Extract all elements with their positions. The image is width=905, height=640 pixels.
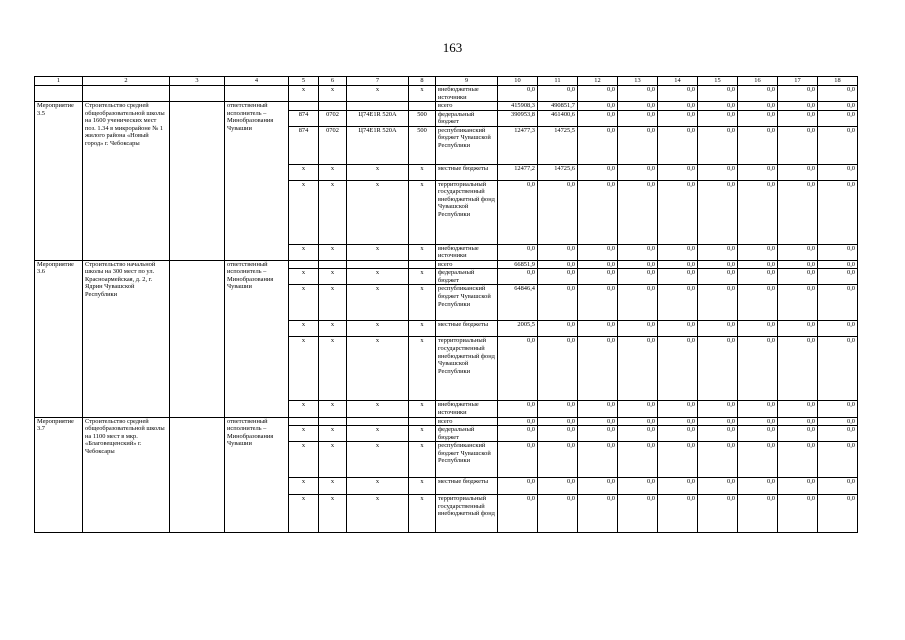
funding-source: внебюджетные источники [436,401,498,417]
amount-value: 0,0 [618,126,658,164]
amount-value: 0,0 [818,417,858,426]
amount-value: 0,0 [658,321,698,337]
executor: ответственный исполнитель – Минобразования Чувашии [225,260,289,417]
amount-value: 0,0 [698,442,738,478]
budget-code [347,260,409,269]
amount-value: 0,0 [578,86,618,102]
amount-value: 0,0 [578,478,618,495]
budget-code: Ц74Е1R 520А [347,110,409,126]
budget-code: x [409,478,436,495]
amount-value: 0,0 [578,260,618,269]
amount-value: 0,0 [698,86,738,102]
amount-value: 0,0 [818,86,858,102]
amount-value: 14725,6 [538,164,578,180]
amount-value: 0,0 [818,401,858,417]
funding-source: местные бюджеты [436,478,498,495]
budget-code: x [289,478,319,495]
amount-value: 0,0 [738,164,778,180]
amount-value: 461400,6 [538,110,578,126]
amount-value: 0,0 [578,495,618,533]
amount-value: 0,0 [738,401,778,417]
amount-value: 0,0 [618,260,658,269]
amount-value: 0,0 [738,285,778,321]
amount-value: 0,0 [698,417,738,426]
budget-code: x [289,244,319,260]
amount-value: 0,0 [818,126,858,164]
executor: ответственный исполнитель – Минобразования Чувашии [225,102,289,261]
budget-code [319,260,347,269]
budget-code: x [347,426,409,442]
funding-source: республиканский бюджет Чувашской Республики [436,126,498,164]
empty-cell [170,102,225,261]
budget-code: x [319,401,347,417]
empty-cell [35,86,83,102]
amount-value: 0,0 [818,260,858,269]
amount-value: 0,0 [698,478,738,495]
amount-value: 0,0 [578,337,618,401]
funding-source: республиканский бюджет Чувашской Республики [436,285,498,321]
budget-code [319,417,347,426]
amount-value: 0,0 [778,126,818,164]
budget-code [289,102,319,111]
table-body [35,77,858,533]
budget-code: x [409,337,436,401]
budget-code: 500 [409,126,436,164]
amount-value: 0,0 [498,401,538,417]
budget-code: x [409,426,436,442]
column-number: 3 [170,77,225,86]
amount-value: 0,0 [618,417,658,426]
budget-code: x [347,478,409,495]
budget-code: x [409,180,436,244]
budget-code: x [319,164,347,180]
amount-value: 0,0 [778,285,818,321]
budget-code [409,260,436,269]
column-number: 16 [738,77,778,86]
measure-name: Мероприятие 3.7 [35,417,83,533]
amount-value: 0,0 [578,442,618,478]
amount-value: 0,0 [658,180,698,244]
funding-source: федеральный бюджет [436,269,498,285]
amount-value: 0,0 [578,180,618,244]
amount-value: 0,0 [738,417,778,426]
budget-code: x [289,269,319,285]
column-number: 1 [35,77,83,86]
funding-source: территориальный государственный внебюджетный фонд Чувашской Республики [436,180,498,244]
budget-code: Ц74Е1R 520А [347,126,409,164]
amount-value: 0,0 [778,417,818,426]
amount-value: 0,0 [498,478,538,495]
budget-code: x [409,86,436,102]
budget-code: x [289,426,319,442]
amount-value: 0,0 [818,164,858,180]
amount-value: 0,0 [618,337,658,401]
amount-value: 0,0 [698,426,738,442]
budget-code: x [409,244,436,260]
amount-value: 0,0 [818,180,858,244]
amount-value: 0,0 [578,110,618,126]
column-number: 9 [436,77,498,86]
column-number: 8 [409,77,436,86]
funding-source: республиканский бюджет Чувашской Республики [436,442,498,478]
amount-value: 0,0 [658,126,698,164]
amount-value: 0,0 [658,102,698,111]
budget-code: x [319,285,347,321]
amount-value: 0,0 [738,244,778,260]
amount-value: 0,0 [538,478,578,495]
amount-value: 0,0 [778,260,818,269]
budget-code [347,417,409,426]
amount-value: 0,0 [738,110,778,126]
amount-value: 0,0 [538,321,578,337]
amount-value: 0,0 [818,321,858,337]
measure-name: Мероприятие 3.6 [35,260,83,417]
budget-code: x [347,495,409,533]
amount-value: 0,0 [538,86,578,102]
amount-value: 0,0 [538,260,578,269]
budget-code: x [347,321,409,337]
budget-code: x [319,269,347,285]
amount-value: 0,0 [738,495,778,533]
amount-value: 0,0 [778,102,818,111]
amount-value: 0,0 [818,269,858,285]
amount-value: 0,0 [618,478,658,495]
page-number: 163 [442,40,463,55]
budget-code: x [289,337,319,401]
amount-value: 0,0 [578,417,618,426]
amount-value: 0,0 [578,426,618,442]
amount-value: 0,0 [618,110,658,126]
budget-code: x [347,401,409,417]
amount-value: 0,0 [778,478,818,495]
amount-value: 0,0 [618,426,658,442]
amount-value: 0,0 [698,164,738,180]
amount-value: 390953,8 [498,110,538,126]
budget-code: x [347,337,409,401]
amount-value: 0,0 [698,126,738,164]
column-number: 11 [538,77,578,86]
amount-value: 0,0 [498,86,538,102]
budget-code: x [289,442,319,478]
amount-value: 0,0 [738,86,778,102]
amount-value: 0,0 [818,285,858,321]
amount-value: 0,0 [818,244,858,260]
table-row [35,417,858,426]
budget-code: x [319,180,347,244]
amount-value: 0,0 [698,269,738,285]
amount-value: 0,0 [738,478,778,495]
budget-code: x [347,164,409,180]
budget-code: x [409,401,436,417]
amount-value: 0,0 [498,426,538,442]
budget-code [347,102,409,111]
funding-source: федеральный бюджет [436,426,498,442]
amount-value: 0,0 [538,180,578,244]
amount-value: 0,0 [578,164,618,180]
measure-description: Строительство начальной школы на 300 мест по ул. Красноармейская, д. 2, г. Ядрин Чувашской Республики [83,260,170,417]
budget-code: x [289,164,319,180]
amount-value: 12477,3 [498,126,538,164]
amount-value: 0,0 [538,442,578,478]
amount-value: 0,0 [698,321,738,337]
column-number: 10 [498,77,538,86]
budget-code: x [289,401,319,417]
amount-value: 12477,2 [498,164,538,180]
amount-value: 0,0 [658,426,698,442]
amount-value: 0,0 [538,401,578,417]
budget-code: 0702 [319,110,347,126]
amount-value: 0,0 [498,244,538,260]
amount-value: 0,0 [538,269,578,285]
amount-value: 0,0 [778,164,818,180]
budget-code: x [289,180,319,244]
budget-code: x [347,244,409,260]
amount-value: 0,0 [738,426,778,442]
amount-value: 64846,4 [498,285,538,321]
amount-value: 0,0 [738,442,778,478]
amount-value: 0,0 [658,260,698,269]
budget-code: x [319,86,347,102]
budget-code: 874 [289,110,319,126]
amount-value: 0,0 [658,401,698,417]
funding-source: внебюджетные источники [436,86,498,102]
amount-value: 0,0 [818,442,858,478]
amount-value: 0,0 [658,86,698,102]
amount-value: 0,0 [578,244,618,260]
amount-value: 0,0 [498,495,538,533]
amount-value: 0,0 [778,110,818,126]
amount-value: 0,0 [498,180,538,244]
funding-source: местные бюджеты [436,164,498,180]
amount-value: 66851,9 [498,260,538,269]
amount-value: 0,0 [498,417,538,426]
amount-value: 0,0 [618,269,658,285]
funding-source: всего [436,102,498,111]
column-number: 14 [658,77,698,86]
amount-value: 0,0 [578,269,618,285]
budget-code: x [347,285,409,321]
budget-code: x [319,426,347,442]
amount-value: 0,0 [698,401,738,417]
column-number: 5 [289,77,319,86]
amount-value: 0,0 [498,337,538,401]
amount-value: 0,0 [818,110,858,126]
funding-source: федеральный бюджет [436,110,498,126]
table-row [35,260,858,269]
amount-value: 0,0 [618,495,658,533]
amount-value: 0,0 [698,285,738,321]
budget-code: x [319,244,347,260]
amount-value: 0,0 [578,102,618,111]
amount-value: 0,0 [658,337,698,401]
amount-value: 0,0 [498,269,538,285]
amount-value: 0,0 [778,269,818,285]
amount-value: 0,0 [538,337,578,401]
budget-code: x [409,321,436,337]
amount-value: 0,0 [578,126,618,164]
funding-source: всего [436,260,498,269]
amount-value: 0,0 [658,269,698,285]
budget-code [409,417,436,426]
budget-code [409,102,436,111]
empty-cell [170,417,225,533]
measure-name: Мероприятие 3.5 [35,102,83,261]
budget-code: x [409,442,436,478]
amount-value: 0,0 [698,260,738,269]
amount-value: 0,0 [578,321,618,337]
amount-value: 0,0 [698,110,738,126]
amount-value: 0,0 [818,337,858,401]
measure-description: Строительство средней общеобразовательной школы на 1100 мест в мкр. «Благовещенский» г. Чебоксары [83,417,170,533]
column-number: 13 [618,77,658,86]
amount-value: 0,0 [618,442,658,478]
funding-source: территориальный государственный внебюджетный фонд [436,495,498,533]
amount-value: 0,0 [738,260,778,269]
funding-source: территориальный государственный внебюджетный фонд Чувашской Республики [436,337,498,401]
amount-value: 0,0 [618,244,658,260]
budget-code: x [347,269,409,285]
amount-value: 0,0 [818,426,858,442]
budget-code: 500 [409,110,436,126]
program-table [34,76,858,533]
amount-value: 0,0 [578,401,618,417]
column-number: 15 [698,77,738,86]
amount-value: 0,0 [658,417,698,426]
amount-value: 0,0 [778,426,818,442]
budget-code: x [289,495,319,533]
amount-value: 0,0 [538,285,578,321]
amount-value: 0,0 [738,337,778,401]
amount-value: 0,0 [658,110,698,126]
amount-value: 0,0 [778,401,818,417]
amount-value: 0,0 [498,442,538,478]
amount-value: 0,0 [578,285,618,321]
amount-value: 0,0 [738,180,778,244]
empty-cell [170,260,225,417]
amount-value: 0,0 [618,180,658,244]
budget-code: x [347,180,409,244]
funding-source: местные бюджеты [436,321,498,337]
column-number: 18 [818,77,858,86]
budget-code [289,260,319,269]
budget-code [289,417,319,426]
column-number: 17 [778,77,818,86]
amount-value: 0,0 [778,321,818,337]
amount-value: 0,0 [538,244,578,260]
amount-value: 0,0 [658,478,698,495]
column-number: 12 [578,77,618,86]
amount-value: 0,0 [738,102,778,111]
table-row [35,102,858,111]
budget-code: x [319,478,347,495]
amount-value: 490851,7 [538,102,578,111]
amount-value: 0,0 [698,244,738,260]
amount-value: 0,0 [538,426,578,442]
amount-value: 0,0 [818,102,858,111]
column-number: 4 [225,77,289,86]
amount-value: 0,0 [658,442,698,478]
budget-code: x [409,285,436,321]
amount-value: 0,0 [618,401,658,417]
budget-code: x [319,337,347,401]
executor: ответственный исполнитель – Минобразования Чувашии [225,417,289,533]
amount-value: 0,0 [698,495,738,533]
amount-value: 0,0 [618,321,658,337]
empty-cell [170,86,225,102]
measure-description: Строительство средней общеобразовательной школы на 1600 ученических мест поз. 1.34 в микрорайоне № 1 жилого района «Новый город» г. Чебоксары [83,102,170,261]
budget-code: x [319,321,347,337]
empty-cell [225,86,289,102]
amount-value: 0,0 [538,495,578,533]
amount-value: 0,0 [538,417,578,426]
amount-value: 0,0 [778,337,818,401]
amount-value: 0,0 [818,478,858,495]
budget-code: x [409,495,436,533]
budget-code: x [289,285,319,321]
budget-code: x [319,495,347,533]
amount-value: 0,0 [658,495,698,533]
amount-value: 0,0 [658,164,698,180]
funding-source: всего [436,417,498,426]
amount-value: 0,0 [658,285,698,321]
budget-code: x [347,86,409,102]
column-number: 6 [319,77,347,86]
funding-source: внебюджетные источники [436,244,498,260]
amount-value: 0,0 [698,102,738,111]
amount-value: 0,0 [658,244,698,260]
amount-value: 0,0 [618,285,658,321]
budget-code: x [409,164,436,180]
amount-value: 0,0 [738,126,778,164]
amount-value: 415908,3 [498,102,538,111]
empty-cell [83,86,170,102]
column-number-row [35,77,858,86]
budget-code: 874 [289,126,319,164]
amount-value: 0,0 [738,269,778,285]
amount-value: 0,0 [618,102,658,111]
budget-code [319,102,347,111]
amount-value: 0,0 [778,180,818,244]
amount-value: 0,0 [698,337,738,401]
budget-code: x [409,269,436,285]
budget-code: x [319,442,347,478]
amount-value: 0,0 [778,495,818,533]
budget-code: x [289,86,319,102]
column-number: 7 [347,77,409,86]
amount-value: 0,0 [818,495,858,533]
table-row [35,86,858,102]
amount-value: 0,0 [778,86,818,102]
amount-value: 0,0 [738,321,778,337]
amount-value: 0,0 [778,244,818,260]
amount-value: 0,0 [618,164,658,180]
budget-code: x [289,321,319,337]
budget-code: x [347,442,409,478]
amount-value: 0,0 [698,180,738,244]
amount-value: 0,0 [618,86,658,102]
amount-value: 0,0 [778,442,818,478]
column-number: 2 [83,77,170,86]
amount-value: 14725,5 [538,126,578,164]
budget-code: 0702 [319,126,347,164]
amount-value: 2005,5 [498,321,538,337]
